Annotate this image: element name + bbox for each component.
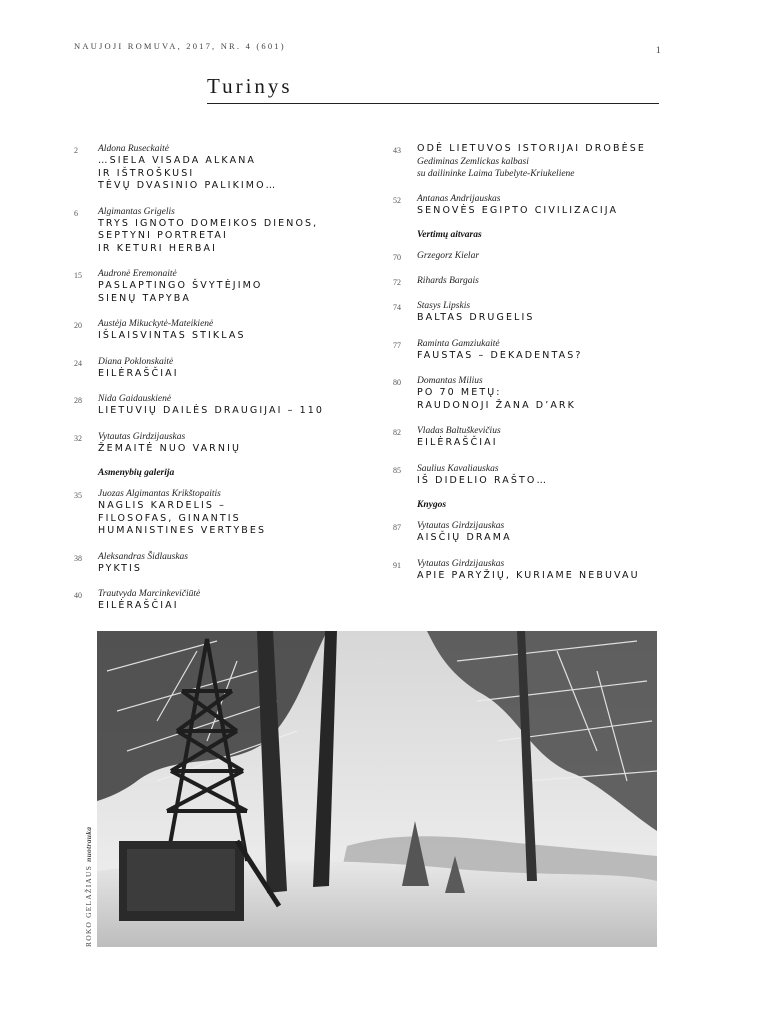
- toc-entry[interactable]: [393, 520, 668, 545]
- toc-page-number: 72: [393, 278, 401, 287]
- toc-author: Diana Poklonskaitė: [98, 356, 174, 367]
- contents-right-column: [393, 143, 668, 595]
- toc-title-line: TĖVŲ DVASINIO PALIKIMO…: [98, 180, 278, 191]
- toc-page-number: 38: [74, 553, 82, 563]
- page-title: Turinys: [207, 74, 293, 98]
- toc-entry[interactable]: [393, 250, 668, 262]
- toc-author: Saulius Kavaliauskas: [417, 463, 499, 474]
- toc-author: Vytautas Girdzijauskas: [417, 558, 505, 569]
- toc-title-line: APIE PARYŽIŲ, KURIAME NEBUVAU: [417, 569, 640, 581]
- toc-page-number: 85: [393, 465, 401, 475]
- toc-entry[interactable]: [74, 143, 384, 193]
- toc-title-line: SENOVĖS EGIPTO CIVILIZACIJA: [417, 204, 619, 216]
- toc-entry[interactable]: [393, 463, 668, 488]
- running-head: NAUJOJI ROMUVA, 2017, NR. 4 (601): [74, 41, 286, 51]
- toc-title-line: FILOSOFAS, GINANTIS: [98, 512, 241, 524]
- toc-entry[interactable]: [74, 318, 384, 343]
- photo-credit: ROKO GELAŽIAUS nuotrauka: [84, 826, 93, 947]
- toc-page-number: 20: [74, 321, 82, 330]
- toc-title-line: FAUSTAS – DEKADENTAS?: [417, 349, 583, 361]
- toc-entry[interactable]: [393, 558, 668, 583]
- toc-author: Grzegorz Kielar: [417, 251, 480, 261]
- toc-author: Antanas Andrijauskas: [417, 193, 501, 204]
- toc-entry[interactable]: [74, 393, 384, 418]
- toc-entry[interactable]: [74, 551, 384, 576]
- toc-subtitle-line: su dailininke Laima Tubelyte-Kriukeliene: [417, 168, 575, 179]
- toc-title-line: ODĖ LIETUVOS ISTORIJAI DROBĖSE: [417, 143, 646, 154]
- toc-title-line: BALTAS DRUGELIS: [417, 312, 535, 323]
- toc-author: Domantas Milius: [417, 376, 483, 386]
- title-rule: [207, 103, 659, 104]
- toc-entry[interactable]: [393, 143, 668, 180]
- toc-page-number: 74: [393, 303, 401, 312]
- toc-author: Vytautas Girdzijauskas: [417, 521, 505, 531]
- winter-forest-photo: [97, 631, 657, 947]
- toc-author: Vytautas Girdzijauskas: [98, 431, 186, 442]
- toc-entry[interactable]: [393, 375, 668, 412]
- contents-left-column: [74, 143, 384, 626]
- toc-page-number: 15: [74, 271, 82, 280]
- toc-title-line: PYKTIS: [98, 562, 143, 574]
- toc-page-number: 32: [74, 433, 82, 443]
- toc-author: Audronė Eremonaitė: [98, 269, 177, 279]
- toc-title-line: RAUDONOJI ŽANA D’ARK: [417, 399, 576, 411]
- toc-page-number: 91: [393, 560, 401, 570]
- toc-page-number: 77: [393, 340, 401, 350]
- toc-title-line: …SIELA VISADA ALKANA: [98, 155, 256, 166]
- toc-subtitle-line: Gediminas Zemlickas kalbasi: [417, 156, 529, 167]
- toc-title-line: IŠ DIDELIO RAŠTO…: [417, 474, 549, 486]
- toc-title-line: IR IŠTROŠKUSI: [98, 167, 195, 179]
- toc-page-number: 70: [393, 253, 401, 262]
- toc-page-number: 82: [393, 428, 401, 437]
- toc-entry[interactable]: [393, 300, 668, 325]
- toc-author: Vladas Baltuškevičius: [417, 426, 501, 436]
- toc-entry[interactable]: [393, 193, 668, 218]
- toc-entry[interactable]: [74, 588, 384, 613]
- toc-author: Austėja Mikuckytė-Mateikienė: [98, 319, 214, 329]
- toc-title-line: NAGLIS KARDELIS –: [98, 500, 227, 511]
- toc-page-number: 52: [393, 195, 401, 205]
- toc-title-line: PASLAPTINGO ŠVYTĖJIMO: [98, 280, 263, 291]
- toc-title-line: AISČIŲ DRAMA: [417, 532, 512, 543]
- toc-title-line: EILĖRAŠČIAI: [98, 600, 179, 611]
- toc-author: Aldona Ruseckaitė: [98, 144, 169, 154]
- toc-author: Juozas Algimantas Krikštopaitis: [98, 489, 221, 499]
- toc-page-number: 24: [74, 358, 82, 368]
- toc-page-number: 2: [74, 146, 78, 155]
- section-heading: Knygos: [417, 500, 447, 510]
- toc-page-number: 6: [74, 208, 78, 218]
- toc-page-number: 43: [393, 146, 401, 155]
- toc-entry[interactable]: [74, 268, 384, 305]
- toc-author: Raminta Gamziukaitė: [417, 338, 500, 349]
- section-heading: Asmenybių galerija: [98, 468, 175, 478]
- toc-title-line: TRYS IGNOTO DOMEIKOS DIENOS,: [98, 217, 319, 229]
- toc-author: Trautvyda Marcinkevičiūtė: [98, 589, 201, 599]
- toc-title-line: PO 70 METŲ:: [417, 387, 502, 398]
- toc-title-line: SIENŲ TAPYBA: [98, 292, 192, 304]
- toc-title-line: IŠLAISVINTAS STIKLAS: [98, 330, 246, 341]
- toc-page-number: 80: [393, 378, 401, 387]
- toc-page-number: 35: [74, 491, 82, 500]
- toc-title-line: EILĖRAŠČIAI: [417, 437, 498, 448]
- page-number: 1: [656, 45, 661, 55]
- toc-title-line: IR KETURI HERBAI: [98, 242, 217, 254]
- toc-author: Algimantas Grigelis: [98, 206, 175, 217]
- toc-author: Rihards Bargais: [417, 276, 479, 286]
- toc-entry[interactable]: [393, 338, 668, 363]
- toc-author: Nida Gaidauskienė: [98, 394, 172, 404]
- toc-entry[interactable]: [74, 356, 384, 381]
- toc-author: Stasys Lipskis: [417, 301, 471, 311]
- toc-entry[interactable]: [393, 275, 668, 287]
- toc-page-number: 87: [393, 523, 401, 532]
- toc-page-number: 28: [74, 396, 82, 405]
- section-heading: Vertimų aitvaras: [417, 230, 482, 240]
- toc-page-number: 40: [74, 591, 82, 600]
- toc-title-line: SEPTYNI PORTRETAI: [98, 230, 228, 241]
- toc-title-line: LIETUVIŲ DAILĖS DRAUGIJAI – 110: [98, 405, 325, 416]
- toc-entry[interactable]: [74, 488, 384, 538]
- toc-title-line: ŽEMAITĖ NUO VARNIŲ: [98, 442, 242, 454]
- toc-entry[interactable]: [74, 206, 384, 256]
- toc-title-line: HUMANISTINES VERTYBES: [98, 525, 267, 536]
- toc-entry[interactable]: [74, 431, 384, 456]
- toc-author: Aleksandras Šidlauskas: [98, 551, 188, 562]
- toc-entry[interactable]: [393, 425, 668, 450]
- toc-title-line: EILĖRAŠČIAI: [98, 367, 179, 379]
